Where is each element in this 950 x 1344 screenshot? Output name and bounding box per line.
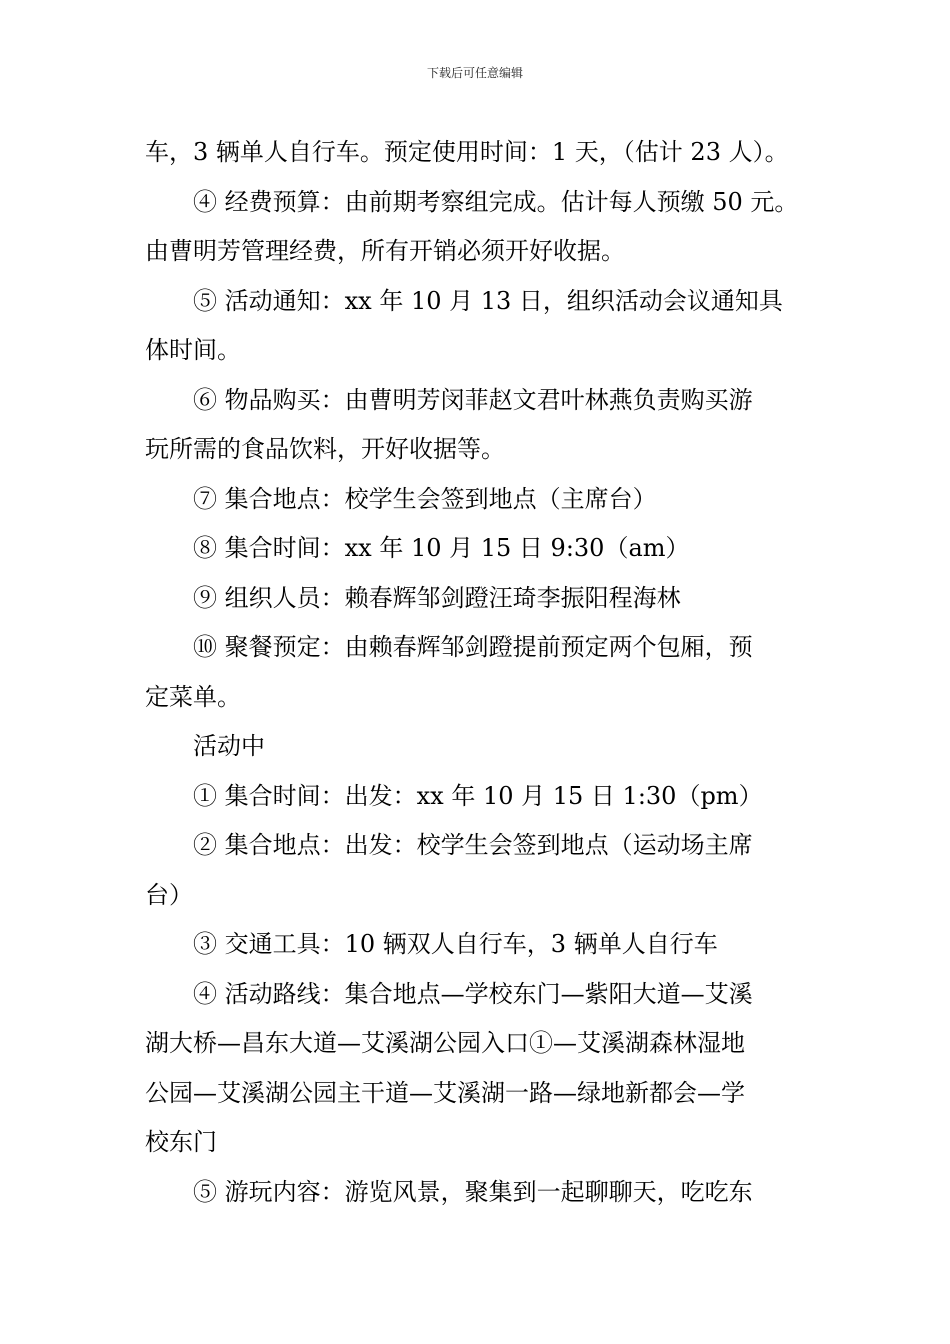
paragraph-line: ① 集合时间：出发：xx 年 10 月 15 日 1:30（pm） (193, 781, 763, 810)
paragraph-line: ② 集合地点：出发：校学生会签到地点（运动场主席 (193, 831, 753, 859)
paragraph-line: 玩所需的食品饮料，开好收据等。 (145, 435, 505, 463)
paragraph-line: 活动中 (193, 732, 265, 760)
paragraph-line: 公园—艾溪湖公园主干道—艾溪湖一路—绿地新都会—学 (145, 1078, 745, 1107)
paragraph-line: ⑨ 组织人员：赖春辉邹剑蹬汪琦李振阳程海林 (193, 583, 681, 612)
document-body (145, 128, 815, 1217)
paragraph-line: 台） (145, 880, 193, 909)
paragraph-line: ⑥ 物品购买：由曹明芳闵菲赵文君叶林燕负责购买游 (193, 385, 753, 414)
paragraph-line: 车，3 辆单人自行车。预定使用时间：1 天，（估计 23 人）。 (145, 138, 789, 166)
paragraph-line: 由曹明芳管理经费，所有开销必须开好收据。 (145, 237, 625, 265)
paragraph-line: ⑧ 集合时间：xx 年 10 月 15 日 9:30（am） (193, 534, 690, 562)
paragraph-line: 湖大桥—昌东大道—艾溪湖公园入口①—艾溪湖森林湿地 (145, 1029, 745, 1057)
paragraph-line: 定菜单。 (145, 682, 241, 711)
page-header: 下载后可任意编辑 (426, 66, 523, 80)
paragraph-line: ③ 交通工具：10 辆双人自行车，3 辆单人自行车 (193, 930, 718, 958)
paragraph-line: ④ 活动路线：集合地点—学校东门—紫阳大道—艾溪 (193, 979, 753, 1008)
paragraph-line: 校东门 (145, 1128, 217, 1156)
paragraph-line: ⑤ 游玩内容：游览风景，聚集到一起聊聊天，吃吃东 (193, 1177, 753, 1206)
paragraph-line: ⑩ 聚餐预定：由赖春辉邹剑蹬提前预定两个包厢，预 (193, 633, 753, 661)
paragraph-line: ⑤ 活动通知：xx 年 10 月 13 日，组织活动会议通知具 (193, 286, 783, 315)
paragraph-line: ⑦ 集合地点：校学生会签到地点（主席台） (193, 484, 657, 513)
paragraph-line: 体时间。 (145, 336, 241, 364)
paragraph-line: ④ 经费预算：由前期考察组完成。估计每人预缴 50 元。 (193, 187, 799, 216)
